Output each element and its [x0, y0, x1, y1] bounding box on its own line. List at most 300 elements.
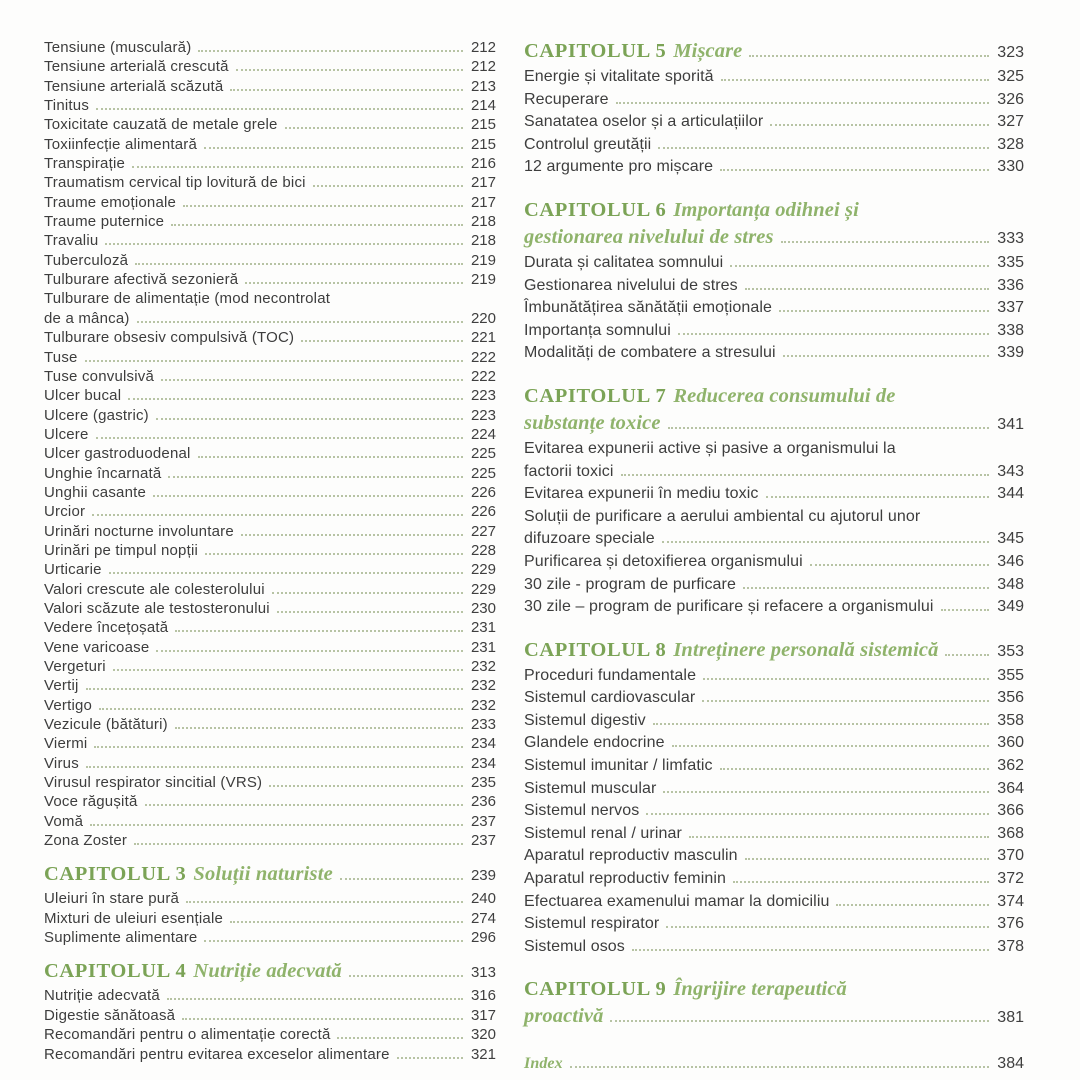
toc-entry-label: Gestionarea nivelului de stres	[524, 276, 738, 294]
dot-leader	[301, 340, 463, 342]
toc-entry-label: Efectuarea examenului mamar la domiciliu	[524, 892, 830, 910]
toc-entry-label: Sistemul imunitar / limfatic	[524, 757, 713, 775]
dot-leader	[646, 813, 989, 815]
toc-entry-label: Sanatatea oselor și a articulațiilor	[524, 113, 764, 131]
chapter-heading-row	[524, 410, 1024, 438]
dot-leader	[836, 904, 989, 906]
toc-entry-row	[44, 386, 496, 405]
chapter-heading-row	[44, 958, 496, 986]
toc-entry-label: Virus	[44, 754, 79, 772]
chapter-title-label: Soluții naturiste	[193, 863, 333, 886]
toc-page-number: 372	[997, 870, 1024, 888]
toc-page-number: 222	[470, 348, 496, 366]
toc-page-number: 335	[997, 253, 1024, 271]
toc-entry-label: Voce răgușită	[44, 793, 138, 811]
dot-leader	[245, 282, 463, 284]
chapter-number-label: CAPITOLUL 8	[524, 638, 667, 661]
dot-leader	[749, 55, 989, 57]
chapter-heading-row	[524, 1003, 1024, 1031]
toc-entry-label: 30 zile – program de purificare și refacere a organismului	[524, 598, 934, 616]
chapter-number-label: CAPITOLUL 7	[524, 384, 667, 407]
dot-leader	[96, 437, 463, 439]
dot-leader	[745, 288, 989, 290]
toc-entry-row	[44, 444, 496, 463]
chapter-title-label: Reducerea consumului de	[673, 384, 896, 407]
toc-page-number: 220	[470, 309, 496, 327]
chapter-number-label: CAPITOLUL 5	[524, 40, 667, 62]
toc-entry-label: Valori crescute ale colesterolului	[44, 580, 265, 598]
dot-leader	[205, 553, 463, 555]
toc-entry-row	[524, 755, 1024, 778]
chapter-heading-row	[524, 976, 1024, 1003]
toc-page-number: 235	[470, 774, 496, 792]
toc-entry-label: Suplimente alimentare	[44, 929, 198, 947]
dot-leader	[182, 1018, 463, 1020]
dot-leader	[663, 791, 989, 793]
toc-entry-row	[524, 66, 1024, 89]
dot-leader	[610, 1020, 989, 1022]
toc-page-number: 225	[470, 464, 496, 482]
toc-entry-row	[44, 734, 496, 753]
toc-page-number: 219	[470, 251, 496, 269]
chapter-number-label: CAPITOLUL 4	[44, 960, 187, 983]
toc-page-number: 344	[997, 485, 1024, 503]
toc-entry-label: Tulburare de alimentație (mod necontrolat	[44, 290, 331, 308]
toc-entry-label: Vergeturi	[44, 658, 106, 675]
toc-page-number: 317	[470, 1006, 496, 1024]
dot-leader	[770, 124, 989, 126]
toc-page-number: 349	[997, 598, 1024, 616]
toc-page-number: 362	[997, 757, 1024, 775]
toc-entry-label: Durata și calitatea somnului	[524, 253, 724, 271]
chapter-title-label: Îngrijire terapeutică	[673, 978, 847, 1001]
toc-entry-row	[524, 732, 1024, 755]
toc-entry-label: Îmbunătățirea sănătății emoționale	[524, 299, 772, 317]
toc-entry-label: Traume puternice	[44, 213, 165, 231]
chapter-number-label: CAPITOLUL 9	[524, 978, 667, 1001]
index-title-label: Index	[524, 1055, 563, 1073]
toc-entry-row	[44, 618, 496, 637]
dot-leader	[632, 949, 989, 951]
toc-entry-row	[44, 309, 496, 328]
toc-entry-row	[44, 464, 496, 483]
toc-entry-row	[524, 891, 1024, 914]
toc-page-number: 227	[470, 522, 496, 540]
toc-page-number: 321	[470, 1045, 496, 1063]
toc-entry-row	[44, 270, 496, 289]
toc-entry-label: Ulcer gastroduodenal	[44, 445, 191, 463]
chapter-title-label: Importanța odihnei și	[673, 198, 859, 221]
toc-entry-label: Tuberculoză	[44, 251, 129, 269]
toc-entry-label: Vezicule (bătături)	[44, 716, 168, 734]
dot-leader	[678, 333, 989, 335]
toc-entry-label: Viermi	[44, 735, 88, 753]
toc-entry-row	[44, 715, 496, 734]
dot-leader	[204, 940, 463, 942]
dot-leader	[153, 495, 463, 497]
toc-entry-row	[44, 773, 496, 792]
toc-page-number: 370	[997, 847, 1024, 865]
dot-leader	[186, 901, 463, 903]
toc-page-number: 343	[997, 462, 1024, 480]
toc-entry-label: Virusul respirator sincitial (VRS)	[44, 774, 263, 792]
toc-page-number: 326	[997, 90, 1024, 108]
dot-leader	[662, 541, 989, 543]
toc-page-number: 274	[470, 909, 496, 927]
toc-entry-row	[44, 676, 496, 695]
toc-entry-row	[44, 231, 496, 250]
toc-entry-label: Sistemul osos	[524, 937, 625, 955]
chapter-heading-row	[524, 38, 1024, 66]
toc-page-number: 338	[997, 321, 1024, 339]
index-heading-row	[524, 1053, 1024, 1076]
toc-entry-row	[524, 665, 1024, 688]
toc-entry-row	[44, 348, 496, 367]
toc-entry-label: Transpirație	[44, 155, 126, 173]
dot-leader	[99, 708, 463, 710]
toc-entry-label: Importanța somnului	[524, 321, 671, 339]
toc-entry-row	[44, 812, 496, 831]
toc-left-column	[44, 38, 496, 1064]
toc-entry-label: Traumatism cervical tip lovitură de bici	[44, 174, 306, 192]
toc-entry-label: Tuse convulsivă	[44, 367, 154, 385]
toc-page-number: 234	[470, 754, 496, 772]
toc-page-number: 212	[470, 39, 496, 56]
toc-entry-row	[524, 275, 1024, 298]
dot-leader	[128, 398, 463, 400]
toc-entry-row	[524, 252, 1024, 275]
toc-page-number: 226	[470, 483, 496, 501]
toc-entry-row	[44, 135, 496, 154]
toc-entry-label: Valori scăzute ale testosteronului	[44, 599, 270, 617]
dot-leader	[134, 843, 463, 845]
dot-leader	[269, 785, 463, 787]
toc-page-number: 239	[470, 867, 496, 885]
dot-leader	[945, 654, 989, 656]
dot-leader	[720, 169, 989, 171]
dot-leader	[666, 926, 989, 928]
dot-leader	[653, 723, 989, 725]
toc-page-number: 229	[470, 561, 496, 579]
dot-leader	[230, 921, 463, 923]
chapter-title-label: Nutriție adecvată	[193, 960, 342, 983]
toc-entry-row	[44, 96, 496, 115]
toc-entry-label: Toxicitate cauzată de metale grele	[44, 116, 278, 134]
dot-leader	[766, 496, 989, 498]
dot-leader	[241, 534, 463, 536]
toc-page-number: 218	[470, 232, 496, 250]
dot-leader	[109, 572, 463, 574]
toc-entry-label: Digestie sănătoasă	[44, 1006, 176, 1024]
dot-leader	[183, 205, 463, 207]
toc-entry-row	[524, 823, 1024, 846]
toc-entry-row	[524, 778, 1024, 801]
toc-entry-label: Unghii casante	[44, 483, 147, 501]
toc-entry-label: de a mânca)	[44, 309, 130, 327]
dot-leader	[658, 147, 989, 149]
toc-page-number: 224	[470, 425, 496, 443]
toc-page-number: 364	[997, 779, 1024, 797]
toc-page-number: 240	[470, 890, 496, 908]
toc-entry-row	[44, 792, 496, 811]
dot-leader	[137, 321, 463, 323]
toc-entry-row	[44, 173, 496, 192]
dot-leader	[198, 456, 463, 458]
chapter-heading-row	[524, 197, 1024, 224]
toc-entry-label: Soluții de purificare a aerului ambiental cu ajutorul unor	[524, 507, 921, 525]
toc-entry-label: Nutriție adecvată	[44, 987, 160, 1005]
toc-entry-label: Recomandări pentru o alimentație corectă	[44, 1026, 331, 1044]
dot-leader	[810, 564, 989, 566]
toc-page-number: 234	[470, 735, 496, 753]
dot-leader	[113, 669, 463, 671]
toc-entry-label: Tensiune (musculară)	[44, 39, 192, 56]
toc-entry-label: Purificarea și detoxifierea organismului	[524, 552, 803, 570]
toc-entry-label: Uleiuri în stare pură	[44, 890, 180, 908]
toc-page-number: 353	[997, 642, 1024, 660]
toc-page-number: 214	[470, 97, 496, 115]
dot-leader	[340, 878, 463, 880]
toc-entry-row	[524, 297, 1024, 320]
toc-page-number: 330	[997, 158, 1024, 176]
toc-page-number: 219	[470, 271, 496, 289]
toc-entry-row	[44, 154, 496, 173]
toc-page-number: 228	[470, 541, 496, 559]
toc-page-number: 374	[997, 892, 1024, 910]
toc-entry-label: Recomandări pentru evitarea exceselor alimentare	[44, 1045, 390, 1063]
toc-entry-row	[524, 156, 1024, 179]
toc-entry-row	[524, 936, 1024, 959]
toc-entry-label: Tulburare obsesiv compulsivă (TOC)	[44, 329, 295, 347]
dot-leader	[171, 224, 463, 226]
toc-page-number: 217	[470, 193, 496, 211]
toc-page-number: 346	[997, 552, 1024, 570]
toc-page-number: 366	[997, 802, 1024, 820]
dot-leader	[161, 379, 463, 381]
toc-entry-row	[524, 551, 1024, 574]
toc-entry-row	[44, 1045, 496, 1064]
toc-page-number: 221	[470, 329, 496, 347]
toc-entry-row	[44, 889, 496, 908]
toc-page-number: 360	[997, 734, 1024, 752]
toc-entry-label: Sistemul digestiv	[524, 711, 646, 729]
toc-entry-label: Vedere încețoșată	[44, 619, 169, 637]
toc-page-number: 313	[470, 964, 496, 982]
toc-entry-label: Sistemul muscular	[524, 779, 657, 797]
toc-page-number: 358	[997, 711, 1024, 729]
toc-entry-row	[44, 831, 496, 850]
dot-leader	[167, 998, 463, 1000]
dot-leader	[689, 836, 989, 838]
dot-leader	[230, 89, 463, 91]
toc-entry-label: Evitarea expunerii în mediu toxic	[524, 485, 759, 503]
toc-entry-row	[44, 1025, 496, 1044]
dot-leader	[745, 858, 989, 860]
toc-entry-row	[44, 251, 496, 270]
toc-entry-row	[524, 710, 1024, 733]
toc-entry-row	[524, 483, 1024, 506]
toc-entry-row	[44, 115, 496, 134]
toc-entry-label: Proceduri fundamentale	[524, 666, 697, 684]
dot-leader	[730, 265, 989, 267]
toc-entry-label: Ulcere	[44, 425, 89, 443]
toc-entry-row	[44, 638, 496, 657]
dot-leader	[168, 476, 463, 478]
toc-page-number: 232	[470, 677, 496, 695]
toc-entry-label: Urcior	[44, 503, 86, 521]
toc-entry-label: Evitarea expunerii active și pasive a organismului la	[524, 439, 896, 457]
dot-leader	[198, 50, 463, 52]
toc-page-number: 237	[470, 832, 496, 850]
dot-leader	[720, 768, 989, 770]
toc-page-number: 226	[470, 503, 496, 521]
toc-entry-row	[524, 913, 1024, 936]
dot-leader	[570, 1066, 989, 1068]
dot-leader	[616, 102, 989, 104]
toc-entry-row	[524, 111, 1024, 134]
toc-page-number: 225	[470, 445, 496, 463]
dot-leader	[135, 263, 463, 265]
toc-page-number: 236	[470, 793, 496, 811]
toc-entry-label: Aparatul reproductiv masculin	[524, 847, 738, 865]
toc-page-number: 230	[470, 599, 496, 617]
toc-entry-row	[44, 367, 496, 386]
toc-entry-label: factorii toxici	[524, 462, 614, 480]
toc-entry-row	[524, 845, 1024, 868]
dot-leader	[90, 824, 463, 826]
dot-leader	[175, 630, 463, 632]
toc-entry-row	[44, 541, 496, 560]
toc-page-number: 229	[470, 580, 496, 598]
toc-entry-label: Tinitus	[44, 97, 90, 115]
toc-entry-label: Glandele endocrine	[524, 734, 665, 752]
dot-leader	[236, 69, 463, 71]
toc-page-number: 217	[470, 174, 496, 192]
toc-entry-label: Zona Zoster	[44, 832, 128, 850]
toc-entry-row	[44, 77, 496, 96]
chapter-number-label: CAPITOLUL 6	[524, 198, 667, 221]
toc-entry-label: Sistemul renal / urinar	[524, 824, 682, 842]
dot-leader	[743, 587, 989, 589]
toc-entry-label: Vertij	[44, 677, 79, 695]
toc-page-number: 323	[997, 44, 1024, 61]
toc-entry-row	[44, 328, 496, 347]
toc-page-number: 223	[470, 406, 496, 424]
dot-leader	[781, 241, 989, 243]
dot-leader	[175, 727, 463, 729]
toc-entry-label: Mixturi de uleiuri esențiale	[44, 909, 224, 927]
toc-entry-row	[44, 193, 496, 212]
toc-entry-label: Traume emoționale	[44, 193, 177, 211]
toc-entry-row	[524, 687, 1024, 710]
toc-page-number: 296	[470, 929, 496, 947]
toc-entry-row	[44, 986, 496, 1005]
dot-leader	[779, 310, 989, 312]
dot-leader	[349, 975, 463, 977]
dot-leader	[272, 592, 463, 594]
toc-entry-label: Urinări nocturne involuntare	[44, 522, 234, 540]
dot-leader	[783, 355, 989, 357]
toc-entry-row	[44, 502, 496, 521]
toc-entry-row	[524, 800, 1024, 823]
toc-entry-row	[44, 657, 496, 676]
dot-leader	[92, 514, 463, 516]
toc-entry-label: Tensiune arterială scăzută	[44, 77, 224, 95]
toc-page-number: 341	[997, 415, 1024, 433]
toc-entry-row	[524, 506, 1024, 529]
toc-entry-row	[524, 868, 1024, 891]
toc-page-number: 232	[470, 696, 496, 714]
toc-page-number: 222	[470, 367, 496, 385]
toc-entry-label: Toxiinfecție alimentară	[44, 135, 198, 153]
toc-entry-row	[44, 289, 496, 308]
toc-entry-label: Sistemul nervos	[524, 802, 640, 820]
toc-entry-row	[44, 754, 496, 773]
toc-page-number: 233	[470, 716, 496, 734]
chapter-heading-row	[524, 637, 1024, 665]
toc-page-number: 328	[997, 135, 1024, 153]
toc-entry-label: Vertigo	[44, 696, 93, 714]
toc-page-number: 355	[997, 666, 1024, 684]
dot-leader	[204, 147, 463, 149]
toc-entry-label: Vene varicoase	[44, 638, 150, 656]
toc-entry-row	[44, 1006, 496, 1025]
toc-entry-row	[44, 406, 496, 425]
toc-page-number: 231	[470, 619, 496, 637]
toc-entry-label: Urticarie	[44, 561, 102, 579]
toc-entry-row	[524, 320, 1024, 343]
toc-entry-row	[524, 461, 1024, 484]
toc-entry-row	[524, 528, 1024, 551]
toc-entry-label: Travaliu	[44, 232, 99, 250]
toc-entry-label: Recuperare	[524, 90, 609, 108]
toc-page-number: 348	[997, 575, 1024, 593]
chapter-heading-row	[44, 861, 496, 889]
toc-page-number: 212	[470, 58, 496, 76]
toc-entry-label: Ulcer bucal	[44, 387, 122, 405]
dot-leader	[94, 746, 463, 748]
toc-page-number: 345	[997, 530, 1024, 548]
toc-entry-row	[524, 574, 1024, 597]
dot-leader	[337, 1037, 463, 1039]
dot-leader	[621, 474, 989, 476]
toc-page-number: 216	[470, 155, 496, 173]
toc-page-number: 378	[997, 937, 1024, 955]
toc-entry-label: Modalități de combatere a stresului	[524, 344, 776, 362]
toc-page-number: 339	[997, 344, 1024, 362]
toc-page-number: 333	[997, 229, 1024, 247]
chapter-heading-row	[524, 224, 1024, 252]
toc-entry-row	[524, 438, 1024, 461]
toc-entry-row	[44, 928, 496, 947]
toc-entry-row	[44, 580, 496, 599]
toc-entry-row	[44, 483, 496, 502]
toc-page-number: 356	[997, 689, 1024, 707]
toc-entry-label: difuzoare speciale	[524, 530, 655, 548]
toc-entry-label: Unghie încarnată	[44, 464, 162, 482]
dot-leader	[85, 360, 463, 362]
toc-entry-label: Ulcere (gastric)	[44, 406, 149, 424]
toc-entry-row	[524, 342, 1024, 365]
dot-leader	[397, 1057, 463, 1059]
toc-entry-label: Urinări pe timpul nopții	[44, 541, 199, 559]
dot-leader	[86, 766, 463, 768]
toc-page-number: 327	[997, 113, 1024, 131]
toc-page-number: 223	[470, 387, 496, 405]
dot-leader	[721, 79, 989, 81]
dot-leader	[156, 418, 463, 420]
toc-page-number: 384	[997, 1055, 1024, 1073]
